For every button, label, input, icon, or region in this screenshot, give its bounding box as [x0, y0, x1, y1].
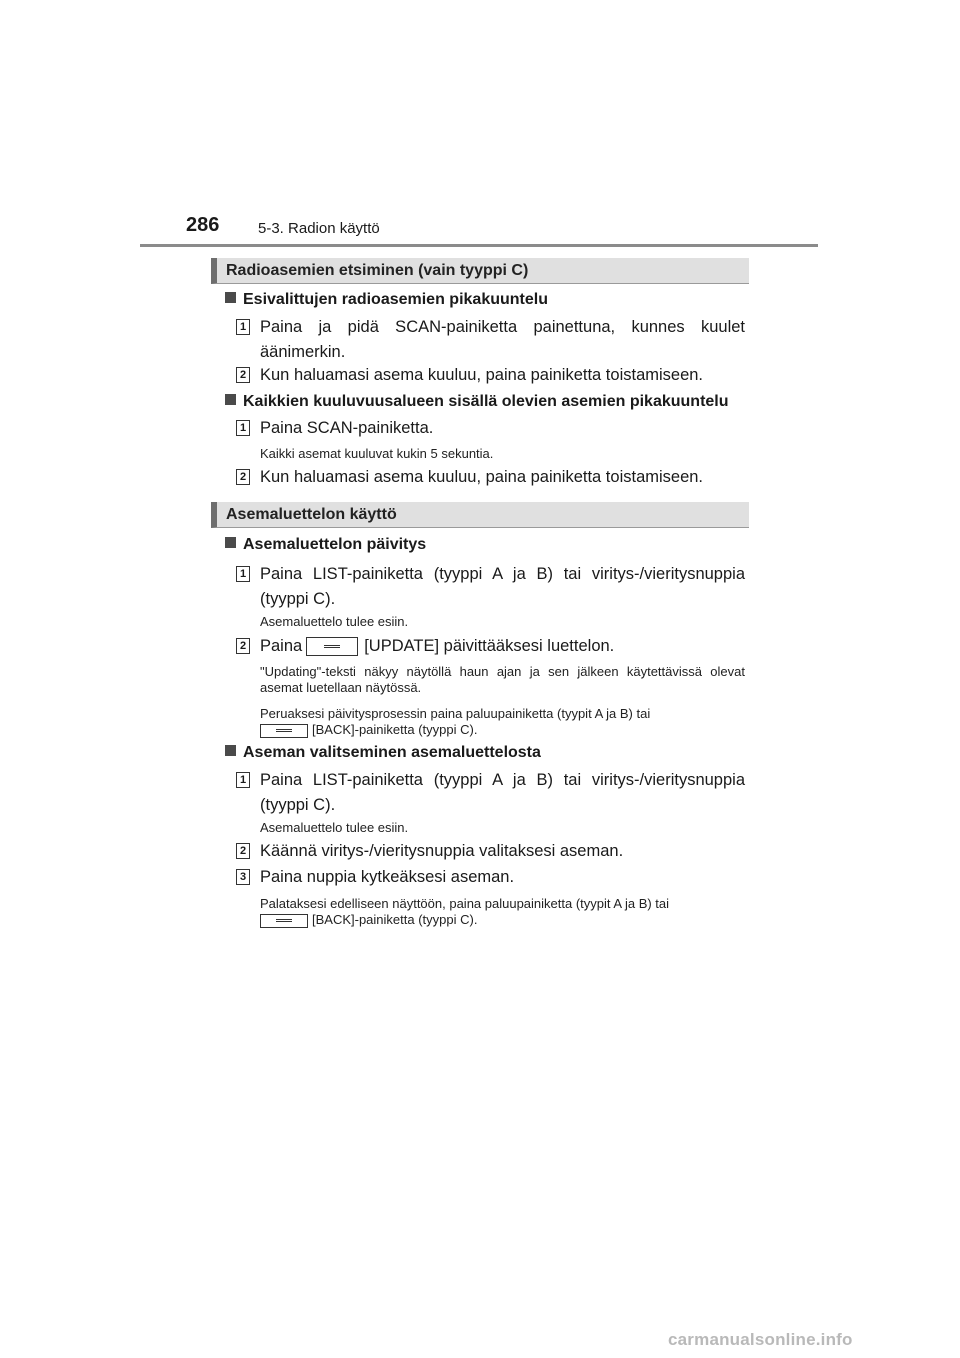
step-number: 1	[236, 566, 250, 582]
step-text: Paina SCAN-painiketta.	[260, 419, 434, 437]
header-divider	[140, 244, 818, 247]
step-text-part: Paina	[260, 637, 303, 655]
step-note: Kaikki asemat kuuluvat kukin 5 sekuntia.	[260, 446, 494, 461]
step-note-with-button	[260, 706, 745, 738]
step-number: 1	[236, 420, 250, 436]
section-title: Radioasemien etsiminen (vain tyyppi C)	[226, 262, 529, 279]
step-number: 1	[236, 772, 250, 788]
square-bullet-icon	[225, 394, 236, 405]
step-note: Asemaluettelo tulee esiin.	[260, 820, 409, 835]
square-bullet-icon	[225, 745, 236, 756]
page-number: 286	[186, 214, 220, 236]
screen-button-icon	[260, 724, 308, 738]
step-text: Paina ja pidä SCAN-painiketta painettuna, kunnes kuulet äänimerkin.	[260, 318, 745, 361]
step-note: Asemaluettelo tulee esiin.	[260, 614, 409, 629]
section-header	[211, 258, 749, 284]
step-number: 3	[236, 869, 250, 885]
subsection-heading	[225, 744, 541, 762]
step-note-part: [BACK]-painiketta (tyyppi C).	[312, 722, 478, 737]
step-number: 2	[236, 843, 250, 859]
step-note-part: Peruaksesi päivitysprosessin paina paluupainiketta (tyypit A ja B) tai	[260, 706, 651, 721]
screen-button-icon	[260, 914, 308, 928]
section-header	[211, 502, 749, 528]
step-note-part: Palataksesi edelliseen näyttöön, paina paluupainiketta (tyypit A ja B) tai	[260, 896, 670, 911]
step-note-part: [BACK]-painiketta (tyyppi C).	[312, 912, 478, 927]
step-text: Paina LIST-painiketta (tyyppi A ja B) tai viritys-/vieritysnuppia (tyyppi C).	[260, 565, 745, 608]
square-bullet-icon	[225, 537, 236, 548]
step-text: Kun haluamasi asema kuuluu, paina painiketta toistamiseen.	[260, 366, 704, 384]
step-text: Paina LIST-painiketta (tyyppi A ja B) tai viritys-/vieritysnuppia (tyyppi C).	[260, 771, 745, 814]
step-text-part: [UPDATE] päivittääksesi luettelon.	[364, 637, 615, 655]
watermark: carmanualsonline.info	[668, 1330, 853, 1349]
subsection-heading-text: Esivalittujen radioasemien pikakuuntelu	[243, 291, 548, 308]
subsection-heading-text: Aseman valitseminen asemaluettelosta	[243, 744, 541, 761]
step-note: "Updating"-teksti näkyy näytöllä haun ajan ja sen jälkeen käytettävissä olevat asemat luetellaan näytössä.	[260, 664, 745, 695]
step-text: Käännä viritys-/vieritysnuppia valitaksesi aseman.	[260, 842, 624, 860]
subsection-heading-text: Asemaluettelon päivitys	[243, 536, 427, 553]
section-title: Asemaluettelon käyttö	[226, 506, 397, 523]
step-number: 1	[236, 319, 250, 335]
step-number: 2	[236, 367, 250, 383]
subsection-heading	[225, 393, 729, 411]
square-bullet-icon	[225, 292, 236, 303]
step-note-with-button	[260, 896, 745, 928]
step-text-with-button	[260, 634, 745, 659]
subsection-heading	[225, 291, 548, 309]
step-number: 2	[236, 469, 250, 485]
subsection-heading	[225, 536, 426, 554]
step-text: Paina nuppia kytkeäksesi aseman.	[260, 868, 515, 886]
subsection-heading-text: Kaikkien kuuluvuusalueen sisällä olevien asemien pikakuuntelu	[243, 393, 729, 410]
step-number: 2	[236, 638, 250, 654]
chapter-title: 5-3. Radion käyttö	[258, 220, 380, 237]
screen-button-icon	[306, 637, 358, 656]
step-text: Kun haluamasi asema kuuluu, paina painiketta toistamiseen.	[260, 468, 704, 486]
